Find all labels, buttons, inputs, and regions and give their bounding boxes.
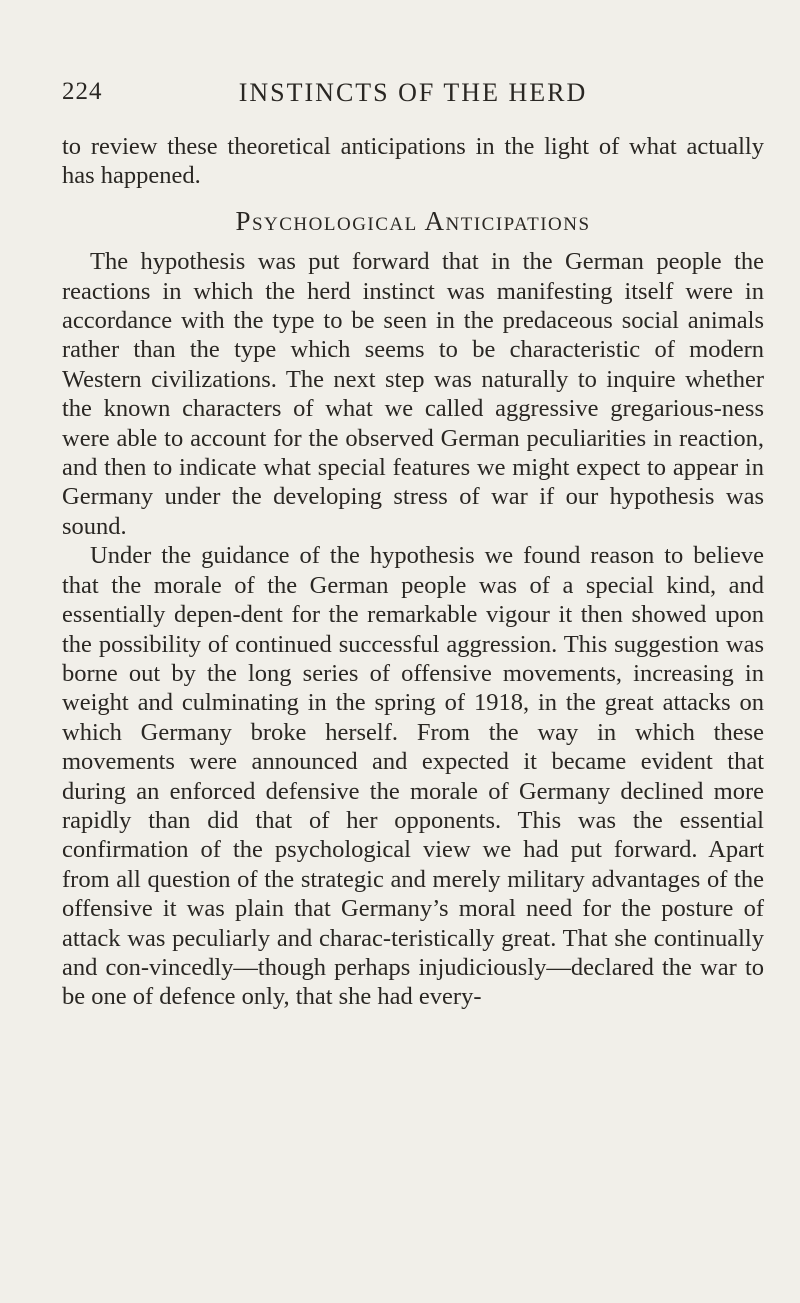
- opening-text: to review these theoretical anticipations in the light of what actually has happened.: [62, 133, 764, 190]
- paragraph-2: Under the guidance of the hypothesis we found reason to believe that the morale of the German people was of a special kind, and essentially depen-dent for the remarkable vigour it then showed upon the possibility of continued successful aggression. This suggestion was borne out by the long series of offensive movements, increasing in weight and culminating in the spring of 1918, in the great attacks on which Germany broke herself. From the way in which these movements were announced and expected it became evident that during an enforced defensive the morale of Germany declined more rapidly than did that of her opponents. This was the essential confirmation of the psychological view we had put forward. Apart from all question of the strategic and merely military advantages of the offensive it was plain that Germany’s moral need for the posture of attack was peculiarly and charac-teristically great. That she continually and con-vincedly—though perhaps injudiciously—declared the war to be one of defence only, that she had every-: [62, 542, 764, 1011]
- running-head: INSTINCTS OF THE HERD: [238, 78, 588, 107]
- page-number: 224: [62, 78, 103, 105]
- page-body: [62, 132, 764, 1012]
- page-header: [62, 78, 764, 118]
- paragraph-1: The hypothesis was put forward that in the German people the reactions in which the herd instinct was manifesting itself were in accordance with the type to be seen in the predaceous social animals rather than the type which seems to be characteristic of modern Western civilizations. The next step was naturally to inquire whether the known characters of what we called aggressive gregarious-ness were able to account for the observed German peculiarities in reaction, and then to indicate what special features we might expect to appear in Germany under the developing stress of war if our hypothesis was sound.: [62, 248, 764, 540]
- section-heading: Psychological Anticipations: [235, 205, 591, 236]
